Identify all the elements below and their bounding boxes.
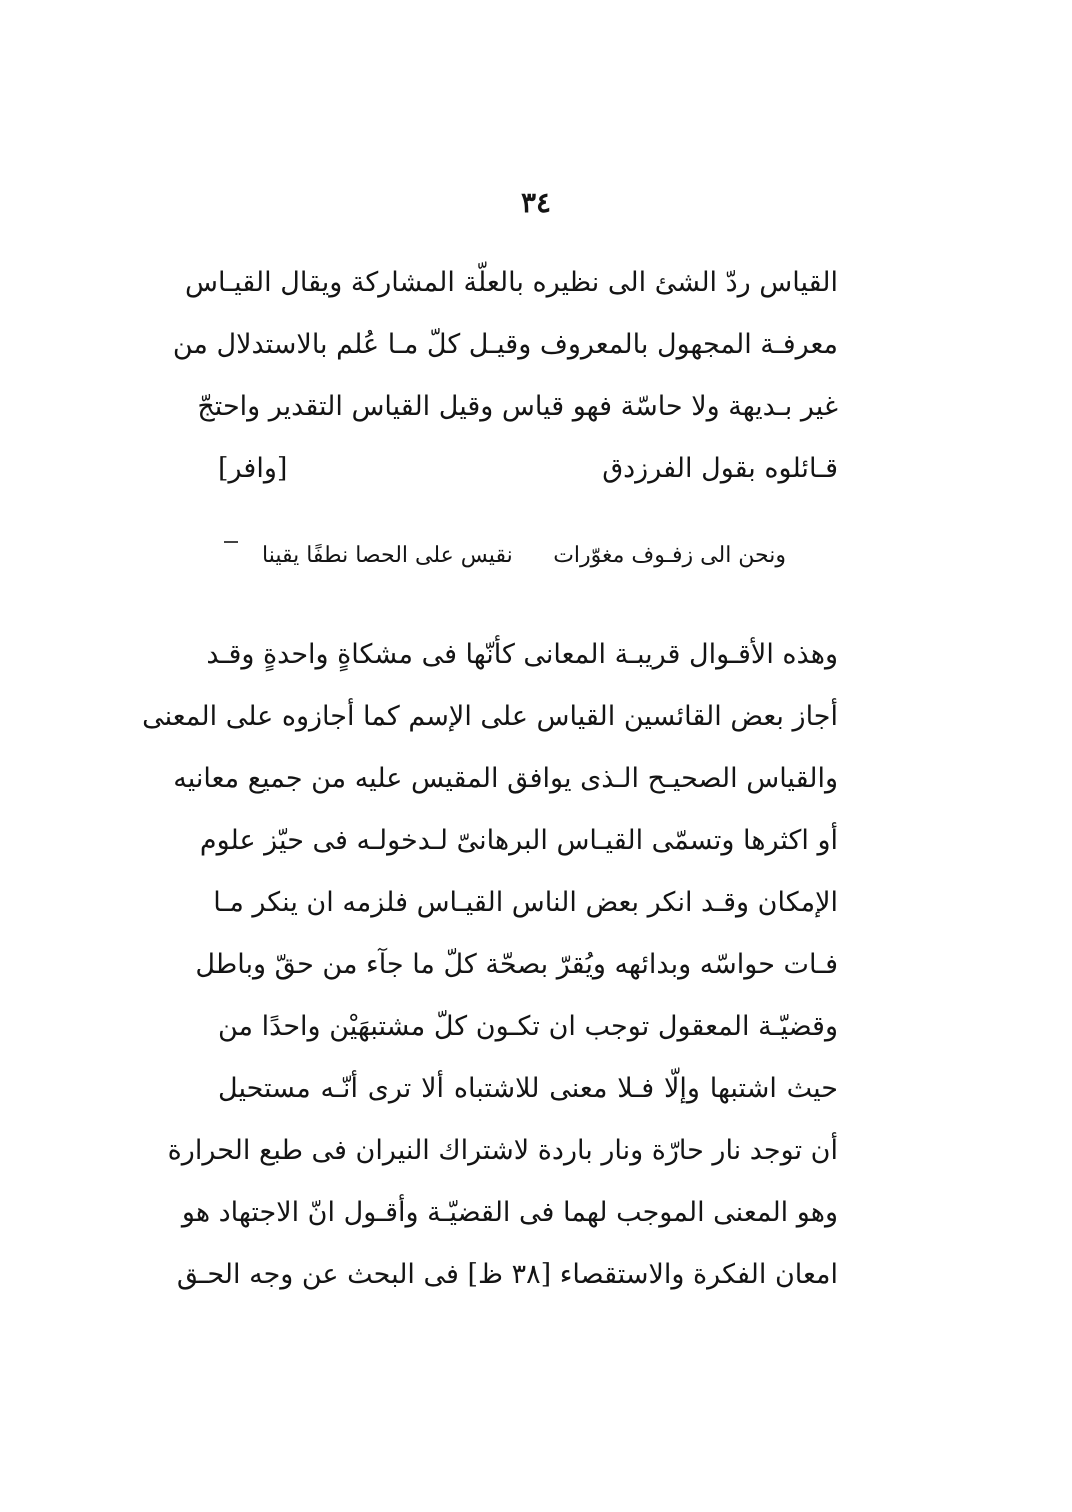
text-line: الإمكان وقـد انكر بعض الناس القيـاس فلزمه ان ينكر مـا — [213, 887, 838, 918]
verse-intro-text: قـائلوه بقول الفرزدق — [602, 453, 838, 484]
text-line: امعان الفكرة والاستقصاء [٣٨ ظ] فى البحث عن وجه الحـق — [176, 1259, 838, 1290]
text-line: والقياس الصحيـح الـذى يوافق المقيس عليه من جميع معانيه — [173, 763, 838, 794]
paragraph-1 — [172, 252, 838, 500]
text-line: أن توجد نار حارّة ونار باردة لاشتراك النيران فى طبع الحرارة — [167, 1135, 838, 1166]
text-line: حيث اشتبها وإلّا فـلا معنى للاشتباه ألا ترى أنّـه مستحيل — [218, 1073, 838, 1104]
paragraph-2 — [142, 624, 838, 1306]
verse-first-hemistich: ونحن الى زفـوف مغوّرات — [553, 542, 786, 568]
text-line: وهو المعنى الموجب لهما فى القضيّـة وأقـول انّ الاجتهاد هو — [181, 1197, 838, 1228]
text-line: القياس ردّ الشئ الى نظيره بالعلّة المشاركة ويقال القيـاس — [185, 267, 838, 298]
verse — [262, 530, 786, 580]
verse-end-mark — [224, 541, 238, 543]
page-number: ٣٤ — [520, 186, 552, 219]
text-line: غير بـديهة ولا حاسّة فهو قياس وقيل القياس التقدير واحتجّ — [197, 391, 838, 422]
text-line: معرفـة المجهول بالمعروف وقيـل كلّ مـا عُلم بالاستدلال من — [172, 329, 838, 360]
verse-second-hemistich: نقيس على الحصا نطفًا يقينا — [262, 542, 513, 568]
text-line: وهذه الأقـوال قريبـة المعانى كأنّها فى مشكاةٍ واحدةٍ وقـد — [206, 639, 838, 670]
text-line: أجاز بعض القائسين القياس على الإسم كما أجازوه على المعنى — [142, 701, 838, 732]
text-line: أو اكثرها وتسمّى القيـاس البرهانىّ لـدخولـه فى حيّز علوم — [199, 825, 838, 856]
text-line: وقضيّـة المعقول توجب ان تكـون كلّ مشتبهَيْن واحدًا من — [218, 1011, 838, 1042]
meter-label: [وافر] — [218, 453, 288, 484]
text-line: فـات حواسّه وبدائهه ويُقرّ بصحّة كلّ ما جآء من حقّ وباطل — [195, 949, 838, 980]
verse-intro-line — [218, 438, 838, 500]
